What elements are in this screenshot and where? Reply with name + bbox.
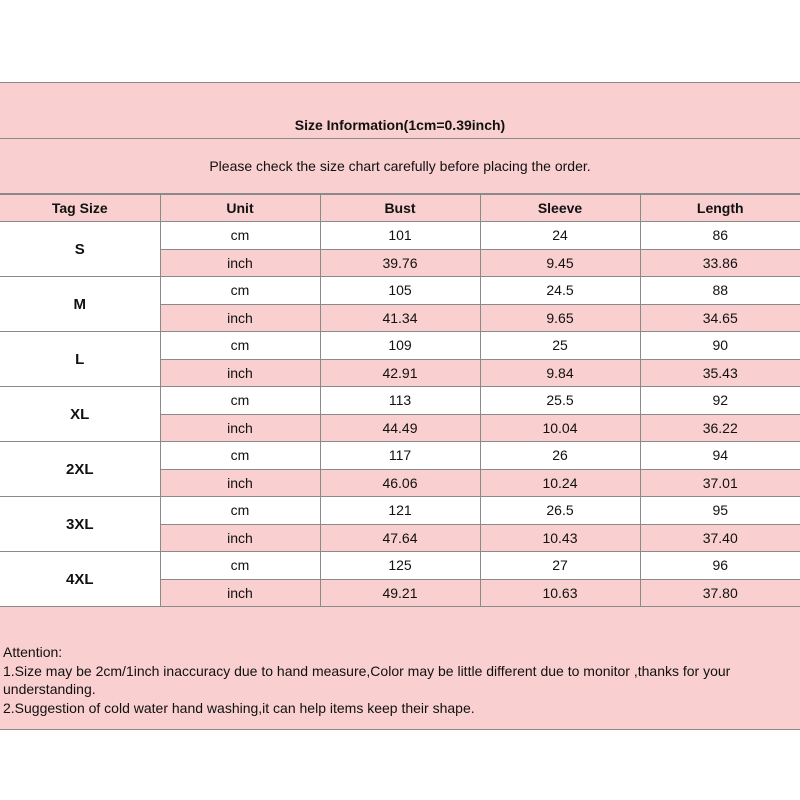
length-cell: 90	[640, 332, 800, 360]
length-cell: 36.22	[640, 414, 800, 442]
sleeve-cell: 10.63	[480, 579, 640, 607]
length-cell: 37.40	[640, 524, 800, 552]
size-chart	[0, 82, 800, 730]
length-cell: 94	[640, 442, 800, 470]
unit-cell: inch	[160, 304, 320, 332]
attention-line-2: 2.Suggestion of cold water hand washing,it can help items keep their shape.	[3, 699, 475, 716]
bust-cell: 113	[320, 387, 480, 415]
bust-cell: 117	[320, 442, 480, 470]
length-cell: 95	[640, 497, 800, 525]
bust-cell: 39.76	[320, 249, 480, 277]
tag-size-cell: 2XL	[0, 442, 160, 497]
sleeve-cell: 24	[480, 222, 640, 250]
header-bust: Bust	[320, 195, 480, 222]
tag-size-cell: 4XL	[0, 552, 160, 607]
tag-size-cell: S	[0, 222, 160, 277]
bust-cell: 44.49	[320, 414, 480, 442]
attention-line-1: 1.Size may be 2cm/1inch inaccuracy due to hand measure,Color may be little different due to monitor ,thanks for your	[3, 662, 731, 679]
header-unit: Unit	[160, 195, 320, 222]
sleeve-cell: 10.04	[480, 414, 640, 442]
unit-cell: cm	[160, 222, 320, 250]
unit-cell: cm	[160, 277, 320, 305]
sleeve-cell: 9.65	[480, 304, 640, 332]
sleeve-cell: 26.5	[480, 497, 640, 525]
sleeve-cell: 10.24	[480, 469, 640, 497]
length-cell: 37.80	[640, 579, 800, 607]
sleeve-cell: 24.5	[480, 277, 640, 305]
tag-size-cell: XL	[0, 387, 160, 442]
table-row	[0, 277, 800, 305]
bust-cell: 47.64	[320, 524, 480, 552]
bust-cell: 42.91	[320, 359, 480, 387]
unit-cell: cm	[160, 497, 320, 525]
unit-cell: inch	[160, 469, 320, 497]
length-cell: 96	[640, 552, 800, 580]
attention-heading: Attention:	[3, 644, 63, 660]
size-table-body	[0, 222, 800, 607]
attention-line-1-continued: understanding.	[3, 681, 96, 697]
sleeve-cell: 26	[480, 442, 640, 470]
table-row	[0, 332, 800, 360]
unit-cell: inch	[160, 414, 320, 442]
bust-cell: 109	[320, 332, 480, 360]
sleeve-cell: 25.5	[480, 387, 640, 415]
unit-cell: inch	[160, 249, 320, 277]
bust-cell: 125	[320, 552, 480, 580]
bust-cell: 41.34	[320, 304, 480, 332]
table-row	[0, 222, 800, 250]
sleeve-cell: 9.84	[480, 359, 640, 387]
unit-cell: cm	[160, 442, 320, 470]
length-cell: 35.43	[640, 359, 800, 387]
table-row	[0, 497, 800, 525]
header-length: Length	[640, 195, 800, 222]
attention-notes	[3, 643, 795, 717]
bust-cell: 101	[320, 222, 480, 250]
unit-cell: inch	[160, 579, 320, 607]
chart-title: Size Information(1cm=0.39inch)	[0, 83, 800, 139]
header-tag-size: Tag Size	[0, 195, 160, 222]
size-table	[0, 194, 800, 607]
tag-size-cell: M	[0, 277, 160, 332]
table-row	[0, 442, 800, 470]
length-cell: 92	[640, 387, 800, 415]
length-cell: 33.86	[640, 249, 800, 277]
length-cell: 37.01	[640, 469, 800, 497]
header-sleeve: Sleeve	[480, 195, 640, 222]
length-cell: 86	[640, 222, 800, 250]
table-row	[0, 552, 800, 580]
sleeve-cell: 9.45	[480, 249, 640, 277]
bust-cell: 49.21	[320, 579, 480, 607]
unit-cell: cm	[160, 552, 320, 580]
unit-cell: cm	[160, 387, 320, 415]
unit-cell: cm	[160, 332, 320, 360]
table-row	[0, 387, 800, 415]
bust-cell: 105	[320, 277, 480, 305]
order-note: Please check the size chart carefully before placing the order.	[0, 139, 800, 194]
unit-cell: inch	[160, 359, 320, 387]
tag-size-cell: 3XL	[0, 497, 160, 552]
length-cell: 88	[640, 277, 800, 305]
sleeve-cell: 25	[480, 332, 640, 360]
bust-cell: 121	[320, 497, 480, 525]
table-header-row	[0, 195, 800, 222]
sleeve-cell: 10.43	[480, 524, 640, 552]
unit-cell: inch	[160, 524, 320, 552]
bust-cell: 46.06	[320, 469, 480, 497]
length-cell: 34.65	[640, 304, 800, 332]
sleeve-cell: 27	[480, 552, 640, 580]
tag-size-cell: L	[0, 332, 160, 387]
